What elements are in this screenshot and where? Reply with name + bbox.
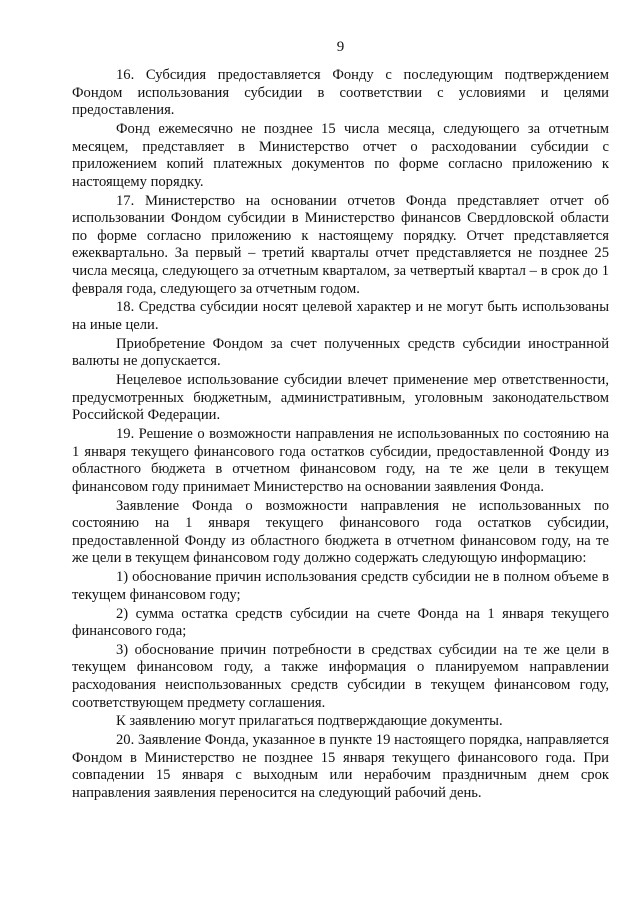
page-number: 9 bbox=[336, 39, 345, 55]
paragraph-misuse: Нецелевое использование субсидии влечет применение мер ответственности, предусмотренных бюджетным, административным, уголовным законодательством Российской Федерации. bbox=[72, 372, 609, 424]
paragraph-application: Заявление Фонда о возможности направления не использованных по состоянию на 1 января текущего финансового года остатков субсидии, предоставленной Фонду из областного бюджета в отчетном финансовом году, на те же цели в текущем финансовом году должно содержать следующую информацию: bbox=[72, 497, 609, 567]
paragraph-19: 19. Решение о возможности направления не использованных по состоянию на 1 января текущего финансового года остатков субсидии, предоставленной Фонду из областного бюджета в отчетном финансовом году, на те же цели в текущем финансовом году принимает Министерство на основании заявления Фонда. bbox=[72, 426, 609, 495]
list-item-1: 1) обоснование причин использования средств субсидии не в полном объеме в текущем финансовом году; bbox=[72, 569, 609, 603]
paragraph-18: 18. Средства субсидии носят целевой характер и не могут быть использованы на иные цели. bbox=[72, 299, 609, 333]
list-item-2: 2) сумма остатка средств субсидии на счете Фонда на 1 января текущего финансового года; bbox=[72, 605, 609, 640]
paragraph-17: 17. Министерство на основании отчетов Фонда представляет отчет об использовании Фондом субсидии в Министерство финансов Свердловской области по форме согласно приложению к настоящему порядку. Отчет представляется ежеквартально. За первый – третий кварталы отчет представляется не позднее 25 числа месяца, следующего за отчетным кварталом, за четвертый квартал – в срок до 1 февраля года, следующего за отчетным годом. bbox=[72, 192, 609, 297]
paragraph-currency: Приобретение Фондом за счет полученных средств субсидии иностранной валюты не допускается. bbox=[72, 335, 609, 370]
paragraph-16: 16. Субсидия предоставляется Фонду с последующим подтверждением Фондом использования субсидии в соответствии с условиями и целями предоставления. bbox=[72, 67, 609, 119]
paragraph-monthly-report: Фонд ежемесячно не позднее 15 числа месяца, следующего за отчетным месяцем, представляет в Министерство отчет о расходовании субсидии с приложением копий платежных документов по форме согласно приложению к настоящему порядку. bbox=[72, 120, 609, 190]
list-item-3: 3) обоснование причин потребности в средствах субсидии на те же цели в текущем финансовом году, а также информация о планируемом направлении расходования неиспользованных средств субсидии в текущем финансовом году, соответствующем предмету соглашения. bbox=[72, 641, 609, 711]
paragraph-20: 20. Заявление Фонда, указанное в пункте 19 настоящего порядка, направляется Фондом в Министерство не позднее 15 января текущего финансового года. При совпадении 15 января с выходным или нерабочим праздничным днем срок направления заявления переносится на следующий рабочий день. bbox=[72, 732, 609, 801]
paragraph-attachments: К заявлению могут прилагаться подтверждающие документы. bbox=[116, 713, 503, 730]
